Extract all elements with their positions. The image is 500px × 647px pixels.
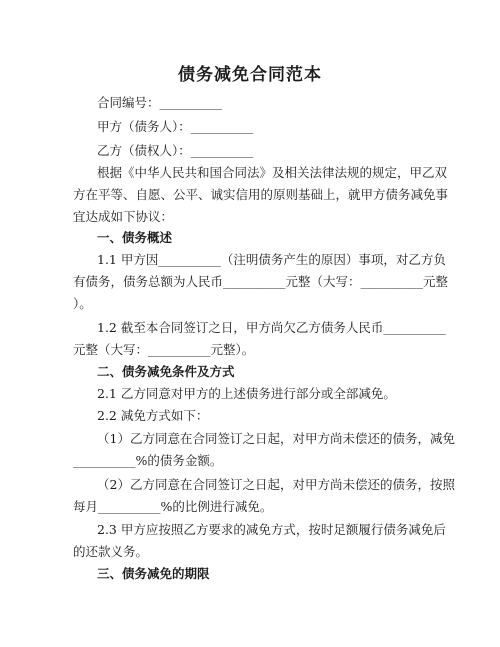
section-1-heading: 一、债务概述 [97,230,173,245]
clause-1-1-line-3: ）。 [73,296,92,311]
item-2-line-1: （2）乙方同意在合同签订之日起，对甲方尚未偿还的债务，按照 [97,477,455,492]
clause-1-2-line-2: 元整（大写：__________元整）。 [73,342,255,357]
clause-1-2-line-1: 1.2 截至本合同签订之日，甲方尚欠乙方债务人民币__________ [97,320,446,335]
clause-1-1-line-1: 1.1 甲方因__________（注明债务产生的原因）事项，对乙方负 [97,252,446,267]
item-2-line-2: 每月__________%的比例进行减免。 [73,499,273,514]
clause-2-1: 2.1 乙方同意对甲方的上述债务进行部分或全部减免。 [97,386,396,401]
clause-2-3-line-2: 的还款义务。 [73,544,149,559]
clause-2-3-line-1: 2.3 甲方应按照乙方要求的减免方式，按时足额履行债务减免后 [97,522,446,537]
item-1-line-2: __________%的债务金额。 [73,453,223,468]
clause-1-1-line-2: 有债务，债务总额为人民币__________元整（大写：__________元整 [73,274,449,289]
preamble-line-1: 根据《中华人民共和国合同法》及相关法律法规的规定，甲乙双 [97,165,448,180]
party-a-field: 甲方（债务人）：__________ [97,119,254,134]
party-b-field: 乙方（债权人）：__________ [97,143,254,158]
preamble-line-2: 方在平等、自愿、公平、诚实信用的原则基础上，就甲方债务减免事 [73,187,449,202]
preamble-line-3: 宜达成如下协议： [73,209,174,224]
item-1-line-1: （1）乙方同意在合同签订之日起，对甲方尚未偿还的债务，减免 [97,431,455,446]
clause-2-2: 2.2 减免方式如下： [97,408,209,423]
contract-number-field: 合同编号：__________ [97,95,223,110]
section-2-heading: 二、债务减免条件及方式 [97,364,235,379]
section-3-heading: 三、债务减免的期限 [97,566,210,581]
document-title: 债务减免合同范本 [178,65,322,85]
